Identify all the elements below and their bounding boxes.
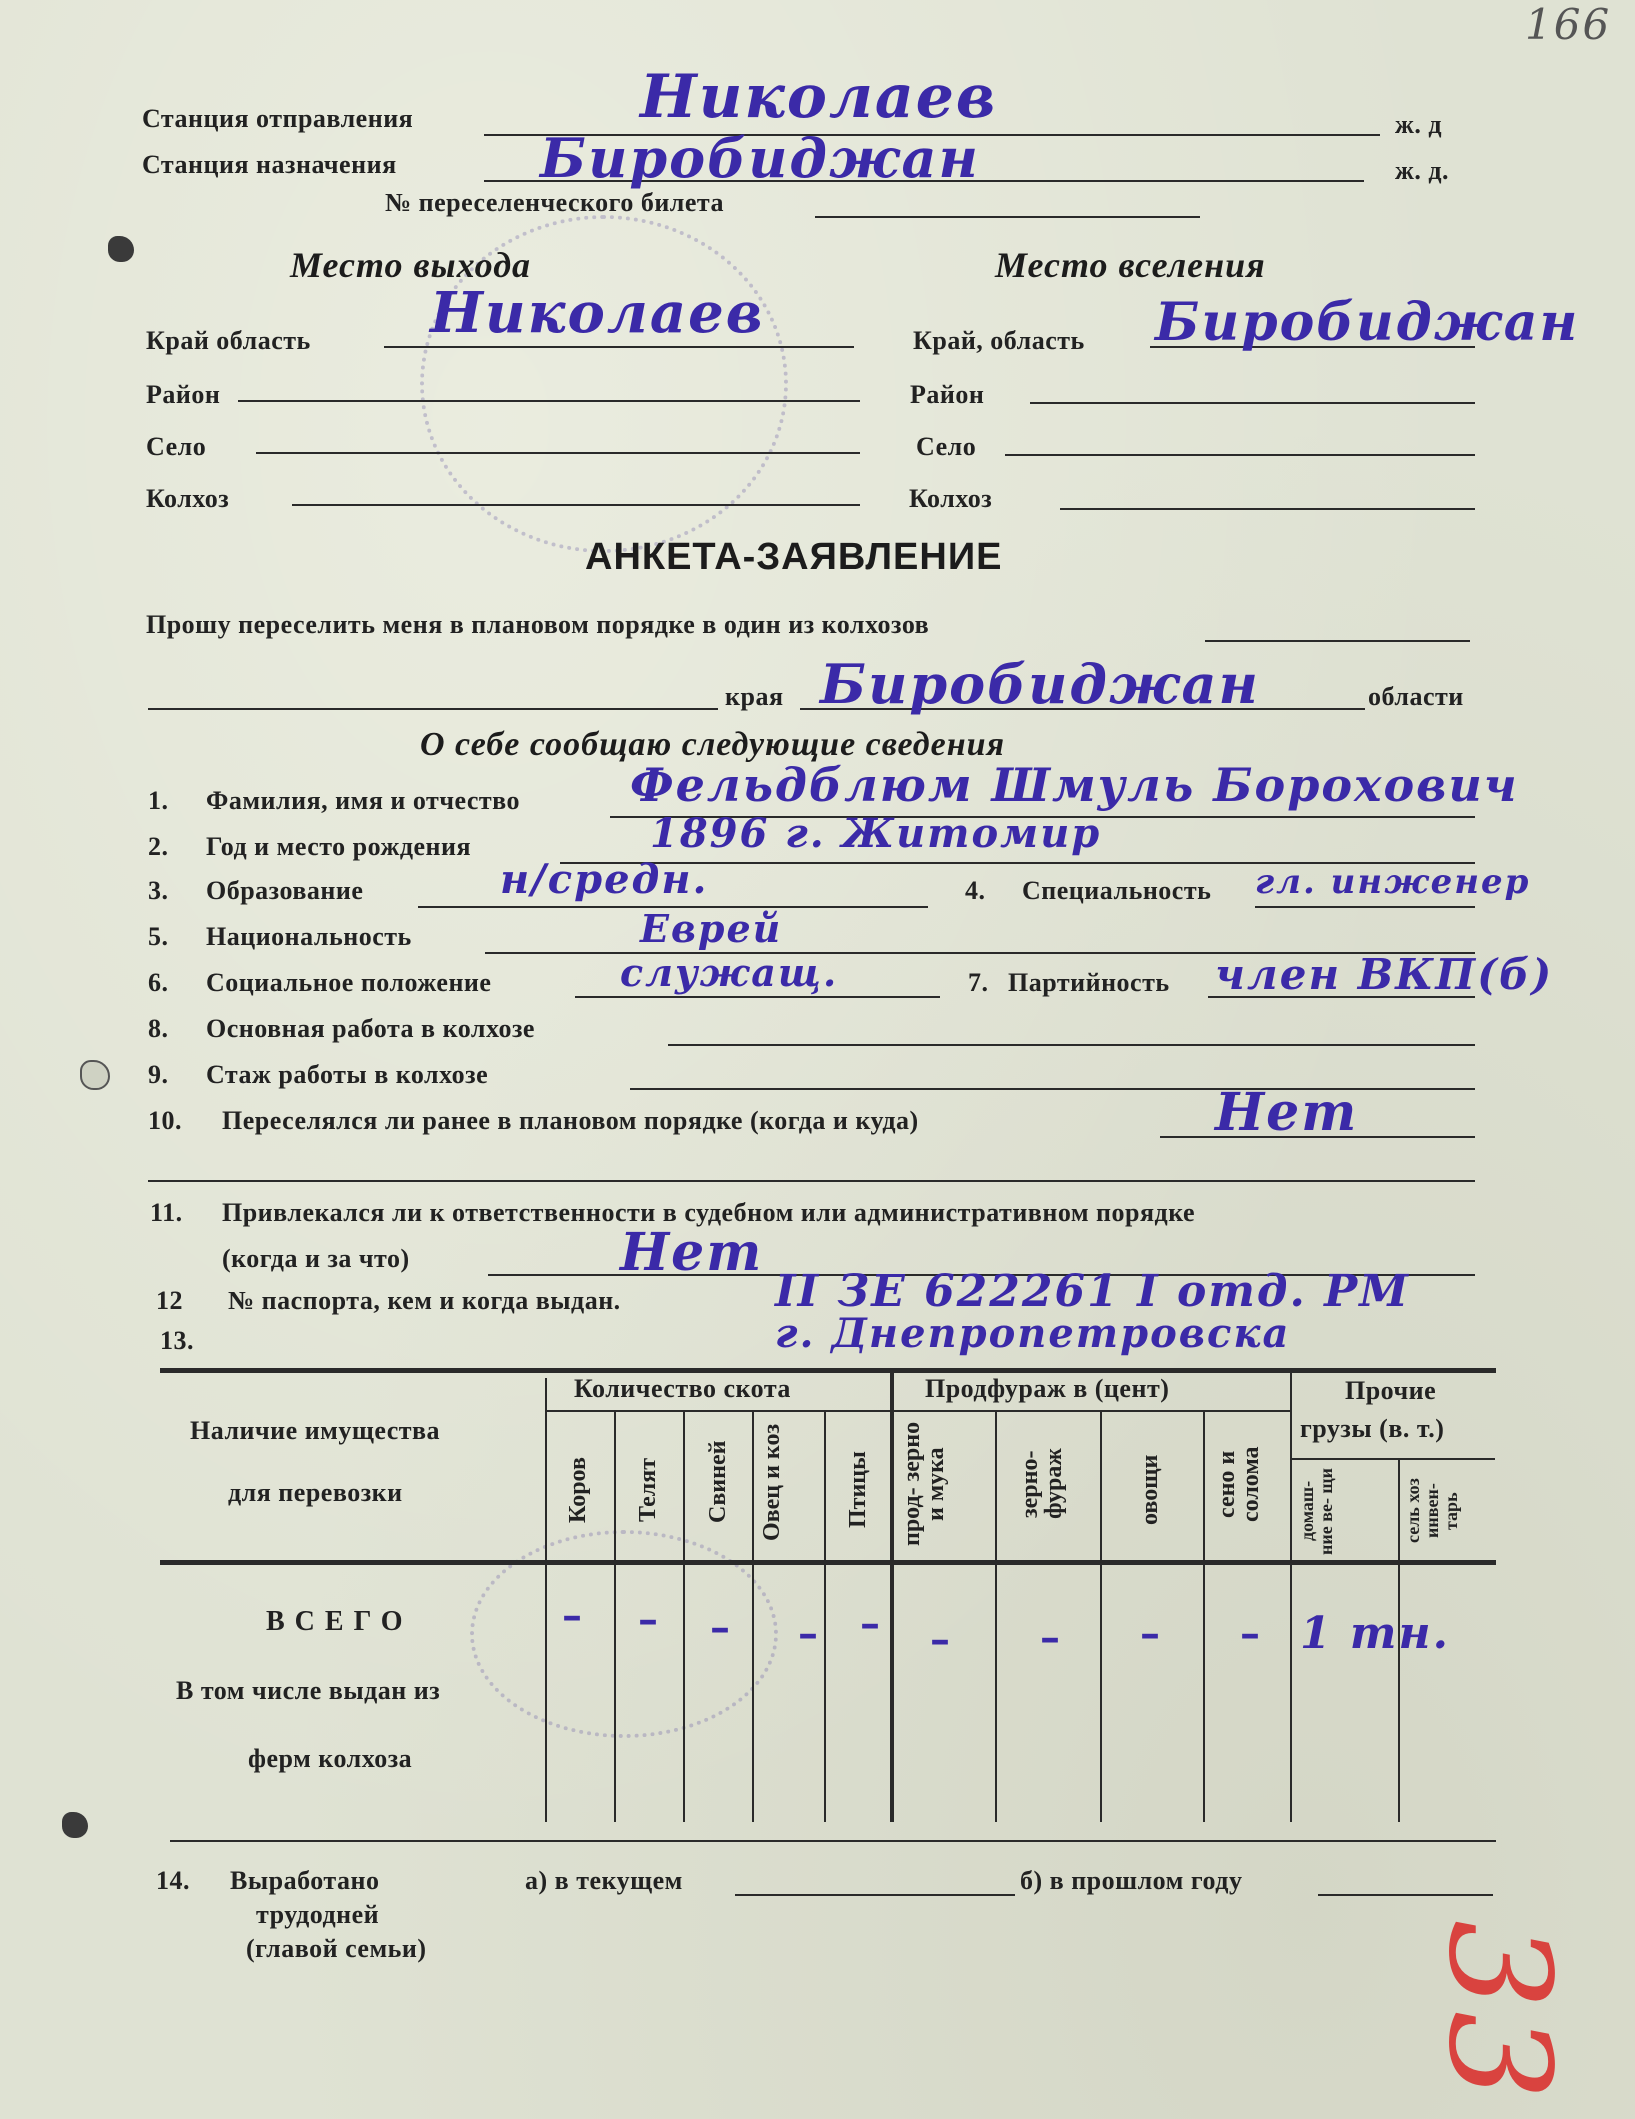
field-6-number: 6. bbox=[148, 968, 169, 997]
workdays-label-1: Выработано bbox=[230, 1866, 380, 1895]
destination-label: Станция назначения bbox=[142, 150, 397, 179]
settlement-kolkhoz-label: Колхоз bbox=[909, 484, 993, 513]
col-veg: овощи bbox=[1137, 1454, 1163, 1526]
col-sep bbox=[824, 1410, 826, 1822]
group-fodder: Продфураж в (цент) bbox=[925, 1374, 1170, 1403]
col-sheep: Овец и коз bbox=[759, 1423, 785, 1541]
table-bottom-border bbox=[170, 1840, 1496, 1842]
kray-label: края bbox=[725, 682, 784, 711]
field-1-value: Фельдблюм Шмуль Борохович bbox=[630, 758, 1519, 812]
field-13-value: г. Днепропетровска bbox=[775, 1310, 1291, 1357]
field-8-line bbox=[668, 1044, 1475, 1046]
total-sheep: – bbox=[798, 1610, 818, 1657]
total-label: ВСЕГО bbox=[266, 1606, 413, 1637]
origin-region-value: Николаев bbox=[430, 280, 765, 346]
other-group-line bbox=[1290, 1458, 1495, 1460]
total-cows: – bbox=[562, 1592, 582, 1639]
total-fodgrain: – bbox=[1040, 1614, 1060, 1661]
field-12-value: II ЗЕ 622261 I отд. РМ bbox=[775, 1266, 1410, 1317]
field-10-label: Переселялся ли ранее в плановом порядке (когда и куда) bbox=[222, 1106, 919, 1135]
settlement-village-line bbox=[1005, 454, 1475, 456]
origin-region-label: Край область bbox=[146, 326, 311, 355]
field-6-label: Социальное положение bbox=[206, 968, 492, 997]
settlement-region-label: Край, область bbox=[913, 326, 1085, 355]
total-veg: – bbox=[1140, 1610, 1160, 1657]
total-calves: – bbox=[638, 1596, 658, 1643]
field-5-number: 5. bbox=[148, 922, 169, 951]
field-10-value: Нет bbox=[1215, 1082, 1359, 1143]
origin-village-line bbox=[256, 452, 860, 454]
request-blank-line bbox=[148, 708, 718, 710]
punch-hole bbox=[62, 1812, 88, 1838]
about-heading: О себе сообщаю следующие сведения bbox=[420, 726, 1006, 763]
origin-region-line bbox=[384, 346, 854, 348]
field-3-value: н/средн. bbox=[500, 856, 709, 903]
origin-heading: Место выхода bbox=[290, 245, 532, 285]
workdays-label-3: (главой семьи) bbox=[246, 1934, 427, 1963]
field-4-value: гл. инженер bbox=[1255, 862, 1531, 902]
request-kolkhoz-line bbox=[1205, 640, 1470, 642]
field-11-label-2: (когда и за что) bbox=[222, 1244, 410, 1273]
settlement-region-value: Биробиджан bbox=[1155, 292, 1580, 353]
col-agri: сель хоз инвен- тарь bbox=[1403, 1478, 1461, 1544]
fodder-group-line bbox=[890, 1410, 1290, 1412]
field-3-number: 3. bbox=[148, 876, 169, 905]
field-11-number: 11. bbox=[150, 1198, 183, 1227]
col-grain: прод- зерно и мука bbox=[899, 1421, 949, 1547]
total-home: 1 тн. bbox=[1300, 1608, 1450, 1659]
workdays-past-label: б) в прошлом году bbox=[1020, 1866, 1243, 1895]
field-6-line bbox=[575, 996, 940, 998]
red-note: 33 bbox=[1417, 1920, 1580, 2103]
field-4-line bbox=[1255, 906, 1475, 908]
field-2-number: 2. bbox=[148, 832, 169, 861]
workdays-current-label: а) в текущем bbox=[525, 1866, 683, 1895]
form-title: АНКЕТА-ЗАЯВЛЕНИЕ bbox=[585, 536, 1003, 578]
origin-kolkhoz-label: Колхоз bbox=[146, 484, 230, 513]
field-8-label: Основная работа в колхозе bbox=[206, 1014, 535, 1043]
field-12-label: № паспорта, кем и когда выдан. bbox=[228, 1286, 621, 1315]
col-home: домаш- ние ве- щи bbox=[1297, 1467, 1336, 1555]
field-4-label: Специальность bbox=[1022, 876, 1212, 905]
field-9-label: Стаж работы в колхозе bbox=[206, 1060, 489, 1089]
field-3-label: Образование bbox=[206, 876, 364, 905]
departure-value: Николаев bbox=[640, 62, 998, 132]
livestock-group-line bbox=[545, 1410, 890, 1412]
col-hay: сено и солома bbox=[1214, 1446, 1264, 1522]
destination-value: Биробиджан bbox=[540, 126, 980, 190]
field-4-number: 4. bbox=[965, 876, 986, 905]
departure-suffix: ж. д bbox=[1395, 110, 1443, 139]
field-9-number: 9. bbox=[148, 1060, 169, 1089]
table-top-border bbox=[160, 1368, 1496, 1373]
field-11-value: Нет bbox=[620, 1222, 764, 1283]
group-other: Прочие bbox=[1345, 1376, 1437, 1405]
field-12-number: 12 bbox=[156, 1286, 183, 1315]
ticket-line bbox=[815, 216, 1200, 218]
col-sep bbox=[752, 1410, 754, 1822]
total-hay: – bbox=[1240, 1610, 1260, 1657]
punch-hole bbox=[108, 236, 134, 262]
origin-district-line bbox=[238, 400, 860, 402]
field-7-label: Партийность bbox=[1008, 968, 1170, 997]
field-2-label: Год и место рождения bbox=[206, 832, 472, 861]
settlement-district-label: Район bbox=[910, 380, 985, 409]
field-6-value: служащ. bbox=[620, 950, 839, 995]
col-sep bbox=[683, 1410, 685, 1822]
table-header-bottom bbox=[160, 1560, 1496, 1565]
col-sep bbox=[1203, 1410, 1205, 1822]
field-10-line-2 bbox=[148, 1180, 1475, 1182]
field-5-value: Еврей bbox=[640, 906, 783, 951]
origin-district-label: Район bbox=[146, 380, 221, 409]
col-sep bbox=[995, 1410, 997, 1822]
settlement-district-line bbox=[1030, 402, 1475, 404]
field-2-value: 1896 г. Житомир bbox=[650, 810, 1102, 857]
col-birds: Птицы bbox=[845, 1451, 871, 1529]
kray-value: Биробиджан bbox=[820, 652, 1260, 716]
total-grain: – bbox=[930, 1616, 950, 1663]
request-line: Прошу переселить меня в плановом порядке в один из колхозов bbox=[146, 610, 930, 639]
page-number: 166 bbox=[1525, 0, 1612, 49]
col-cows: Коров bbox=[565, 1457, 591, 1523]
field-1-label: Фамилия, имя и отчество bbox=[206, 786, 521, 815]
settlement-village-label: Село bbox=[916, 432, 977, 461]
field-10-number: 10. bbox=[148, 1106, 182, 1135]
field-8-number: 8. bbox=[148, 1014, 169, 1043]
settlement-heading: Место вселения bbox=[995, 245, 1266, 285]
row-header-line2: для перевозки bbox=[228, 1478, 403, 1507]
settlement-kolkhoz-line bbox=[1060, 508, 1475, 510]
incl-label-2: ферм колхоза bbox=[248, 1744, 413, 1773]
workdays-past-line bbox=[1318, 1894, 1493, 1896]
departure-label: Станция отправления bbox=[142, 104, 414, 133]
col-pigs: Свиней bbox=[705, 1440, 731, 1524]
col-sep bbox=[1100, 1410, 1102, 1822]
field-7-value: член ВКП(б) bbox=[1215, 950, 1554, 999]
origin-village-label: Село bbox=[146, 432, 207, 461]
field-7-number: 7. bbox=[968, 968, 989, 997]
ticket-label: № переселенческого билета bbox=[385, 188, 725, 217]
field-11-label: Привлекался ли к ответственности в судебном или административном порядке bbox=[222, 1198, 1196, 1227]
col-sep bbox=[614, 1410, 616, 1822]
field-1-number: 1. bbox=[148, 786, 169, 815]
col-sep bbox=[545, 1378, 547, 1822]
workdays-label-2: трудодней bbox=[256, 1900, 380, 1929]
total-pigs: – bbox=[710, 1604, 730, 1651]
col-sep bbox=[1290, 1372, 1292, 1822]
incl-label-1: В том числе выдан из bbox=[176, 1676, 441, 1705]
field-13-number: 13. bbox=[160, 1326, 194, 1355]
punch-hole bbox=[80, 1060, 110, 1090]
col-calves: Телят bbox=[635, 1458, 661, 1522]
field-5-label: Национальность bbox=[206, 922, 412, 951]
workdays-number: 14. bbox=[156, 1866, 190, 1895]
oblast-label: области bbox=[1368, 682, 1464, 711]
total-birds: – bbox=[860, 1600, 880, 1647]
row-header-line1: Наличие имущества bbox=[190, 1416, 441, 1445]
col-fodgrain: зерно- фураж bbox=[1017, 1448, 1067, 1520]
group-livestock: Количество скота bbox=[574, 1374, 791, 1403]
origin-kolkhoz-line bbox=[292, 504, 860, 506]
col-sep bbox=[890, 1372, 894, 1822]
workdays-current-line bbox=[735, 1894, 1015, 1896]
destination-suffix: ж. д. bbox=[1395, 156, 1450, 185]
group-other-sub: грузы (в. т.) bbox=[1300, 1414, 1445, 1443]
